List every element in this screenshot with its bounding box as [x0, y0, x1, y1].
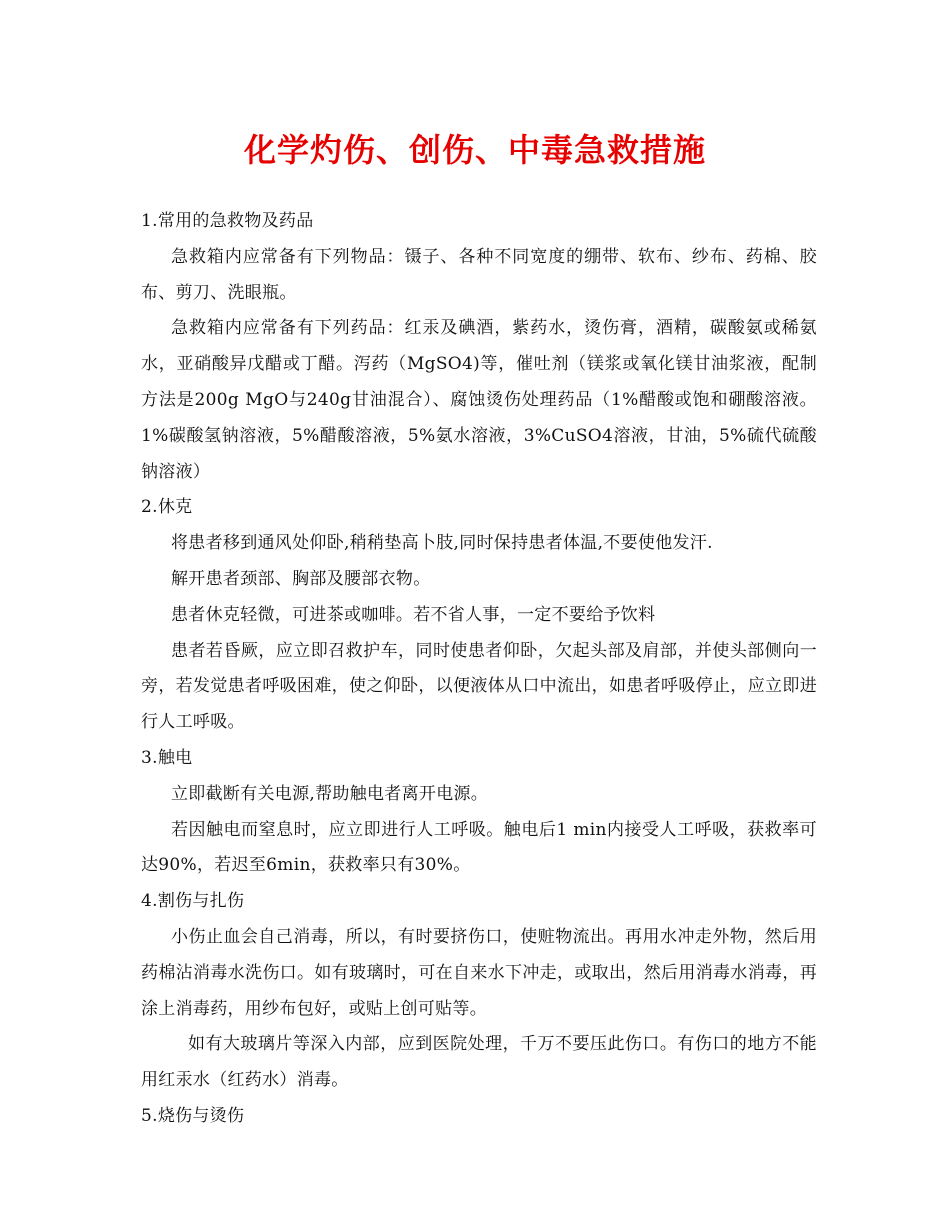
section-heading-electric-shock: 3.触电 [141, 747, 193, 768]
paragraph-electric-resuscitation: 若因触电而窒息时，应立即进行人工呼吸。触电后1 min内接受人工呼吸，获救率可达90%，若迟至6min，获救率只有30%。 [141, 819, 817, 876]
document-body [141, 204, 817, 1135]
paragraph-cuts-minor: 小伤止血会自己消毒，所以，有时要挤伤口，使赃物流出。再用水冲走外物，然后用药棉沾消毒水洗伤口。如有玻璃时，可在自来水下冲走，或取出，然后用消毒水消毒，再涂上消毒药，用纱布包好，或贴上创可贴等。 [141, 926, 817, 1019]
section-heading-burns-scalds: 5.烧伤与烫伤 [141, 1105, 245, 1126]
section-heading-first-aid-supplies: 1.常用的急救物及药品 [141, 211, 314, 231]
paragraph-first-aid-medicines: 急救箱内应常备有下列药品：红汞及碘酒，紫药水，烫伤膏，酒精，碳酸氨或稀氨水，亚硝酸异戊醋或丁醋。泻药（MgSO4)等，催吐剂（镁浆或氧化镁甘油浆液，配制方法是200g MgO与240g甘油混合）、腐蚀烫伤处理药品（1%醋酸或饱和硼酸溶液。1%碳酸氢钠溶液，5%醋酸溶液，5%氨水溶液，3%CuSO4溶液，甘油，5%硫代硫酸钠溶液） [141, 318, 817, 482]
paragraph-shock-fainting: 患者若昏厥，应立即召救护车，同时使患者仰卧，欠起头部及肩部，并使头部侧向一旁，若发觉患者呼吸困难，使之仰卧，以便液体从口中流出，如患者呼吸停止，应立即进行人工呼吸。 [141, 640, 817, 733]
paragraph-electric-cut-power: 立即截断有关电源,帮助触电者离开电源。 [171, 783, 489, 804]
paragraph-shock-clothing: 解开患者颈部、胸部及腰部衣物。 [171, 568, 431, 589]
paragraph-shock-position: 将患者移到通风处仰卧,稍稍垫高卜肢,同时保持患者体温,不要使他发汗. [171, 533, 713, 554]
section-heading-shock: 2.休克 [141, 497, 193, 518]
document-title: 化学灼伤、创伤、中毒急救措施 [243, 131, 706, 169]
paragraph-cuts-deep-glass: 如有大玻璃片等深入内部，应到医院处理，千万不要压此伤口。有伤口的地方不能用红汞水（红药水）消毒。 [141, 1034, 817, 1091]
section-heading-cuts-punctures: 4.割伤与扎伤 [141, 891, 245, 912]
paragraph-shock-drinks: 患者休克轻微，可进茶或咖啡。若不省人事，一定不要给予饮料 [171, 604, 656, 625]
paragraph-first-aid-items: 急救箱内应常备有下列物品：镊子、各种不同宽度的绷带、软布、纱布、药棉、胶布、剪刀、洗眼瓶。 [141, 246, 817, 303]
